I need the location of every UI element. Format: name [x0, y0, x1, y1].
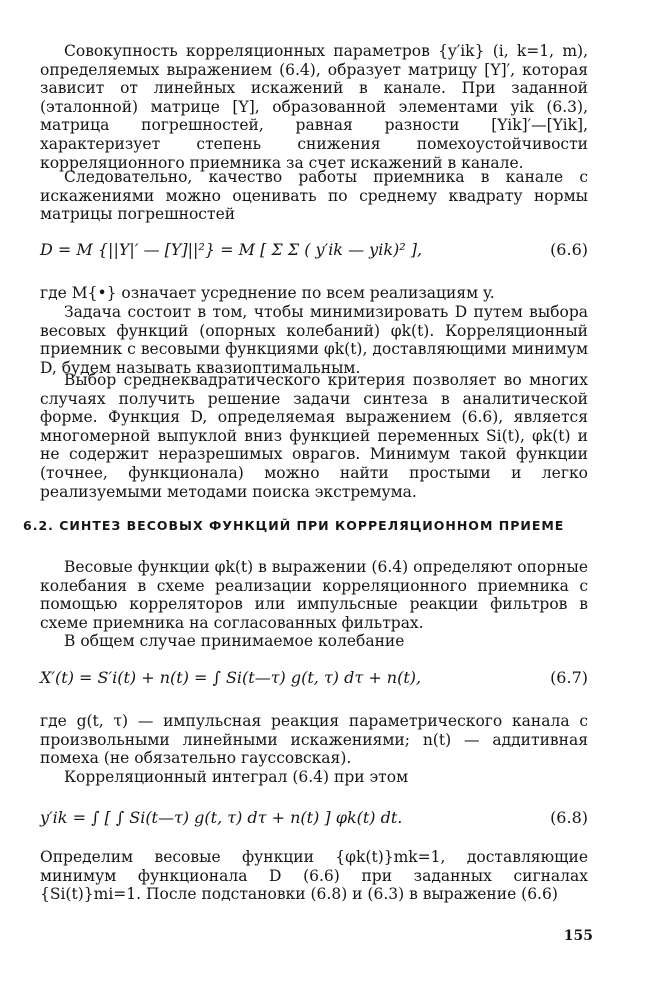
- equation-6-8: [40, 808, 588, 842]
- equation-6-7-number: (6.7): [550, 668, 588, 687]
- paragraph-1: Совокупность корреляционных параметров {y′ik} (i, k=1, m), определяемых выражением (6.4), образует матрицу [Y]′, которая зависит от линейных искажений в канале. При заданной (эталонной) матрице [Y], образованной элементами yik (6.3), матрица погрешностей, равная разности [Yik]′—[Yik], характеризует степень снижения помехоустойчивости корреляционного приемника за счет искажений в канале.: [40, 42, 588, 172]
- equation-6-7-body: X′(t) = S′i(t) + n(t) = ∫ Si(t—τ) g(t, τ) dτ + n(t),: [40, 668, 422, 687]
- paragraph-9: Корреляционный интеграл (6.4) при этом: [64, 768, 409, 786]
- paragraph-4: Задача состоит в том, чтобы минимизировать D путем выбора весовых функций (опорных колебаний) φk(t). Корреляционный приемник с весовыми функциями φk(t), доставляющими минимум D, будем называть квазиоптимальным.: [40, 303, 588, 377]
- paragraph-2: Следовательно, качество работы приемника в канале с искажениями можно оценивать по среднему квадрату нормы матрицы погрешностей: [40, 168, 588, 224]
- paragraph-5: Выбор среднеквадратического критерия позволяет во многих случаях получить решение задачи синтеза в аналитической форме. Функция D, определяемая выражением (6.6), является многомерной выпуклой вниз функцией переменных Si(t), φk(t) и не содержит неразрешимых оврагов. Минимум такой функции (точнее, функционала) можно найти простыми и легко реализуемыми методами поиска экстремума.: [40, 371, 588, 501]
- equation-6-6-body: D = M {||Y|′ — [Y]||²} = M [ Σ Σ ( y′ik — yik)² ],: [40, 240, 423, 259]
- paragraph-7: В общем случае принимаемое колебание: [64, 632, 405, 650]
- paragraph-3: где M{•} означает усреднение по всем реализациям y.: [40, 284, 495, 302]
- paragraph-8: где g(t, τ) — импульсная реакция параметрического канала с произвольными линейными искажениями; n(t) — аддитивная помеха (не обязательно гауссовская).: [40, 712, 588, 768]
- paragraph-10: Определим весовые функции {φk(t)}mk=1, доставляющие минимум функционала D (6.6) при заданных сигналах {Si(t)}mi=1. После подстановки (6.8) и (6.3) в выражение (6.6): [40, 848, 588, 904]
- equation-6-6-number: (6.6): [550, 240, 588, 259]
- equation-6-6: [40, 240, 588, 274]
- section-heading: 6.2. СИНТЕЗ ВЕСОВЫХ ФУНКЦИЙ ПРИ КОРРЕЛЯЦИОННОМ ПРИЕМЕ: [23, 518, 565, 533]
- equation-6-7: [40, 668, 588, 702]
- page-number: 155: [563, 928, 593, 944]
- paragraph-6: Весовые функции φk(t) в выражении (6.4) определяют опорные колебания в схеме реализации корреляционного приемника с помощью корреляторов или импульсные реакции фильтров в схеме приемника на согласованных фильтрах.: [40, 558, 588, 632]
- equation-6-8-body: y′ik = ∫ [ ∫ Si(t—τ) g(t, τ) dτ + n(t) ] φk(t) dt.: [40, 808, 403, 827]
- equation-6-8-number: (6.8): [550, 808, 588, 827]
